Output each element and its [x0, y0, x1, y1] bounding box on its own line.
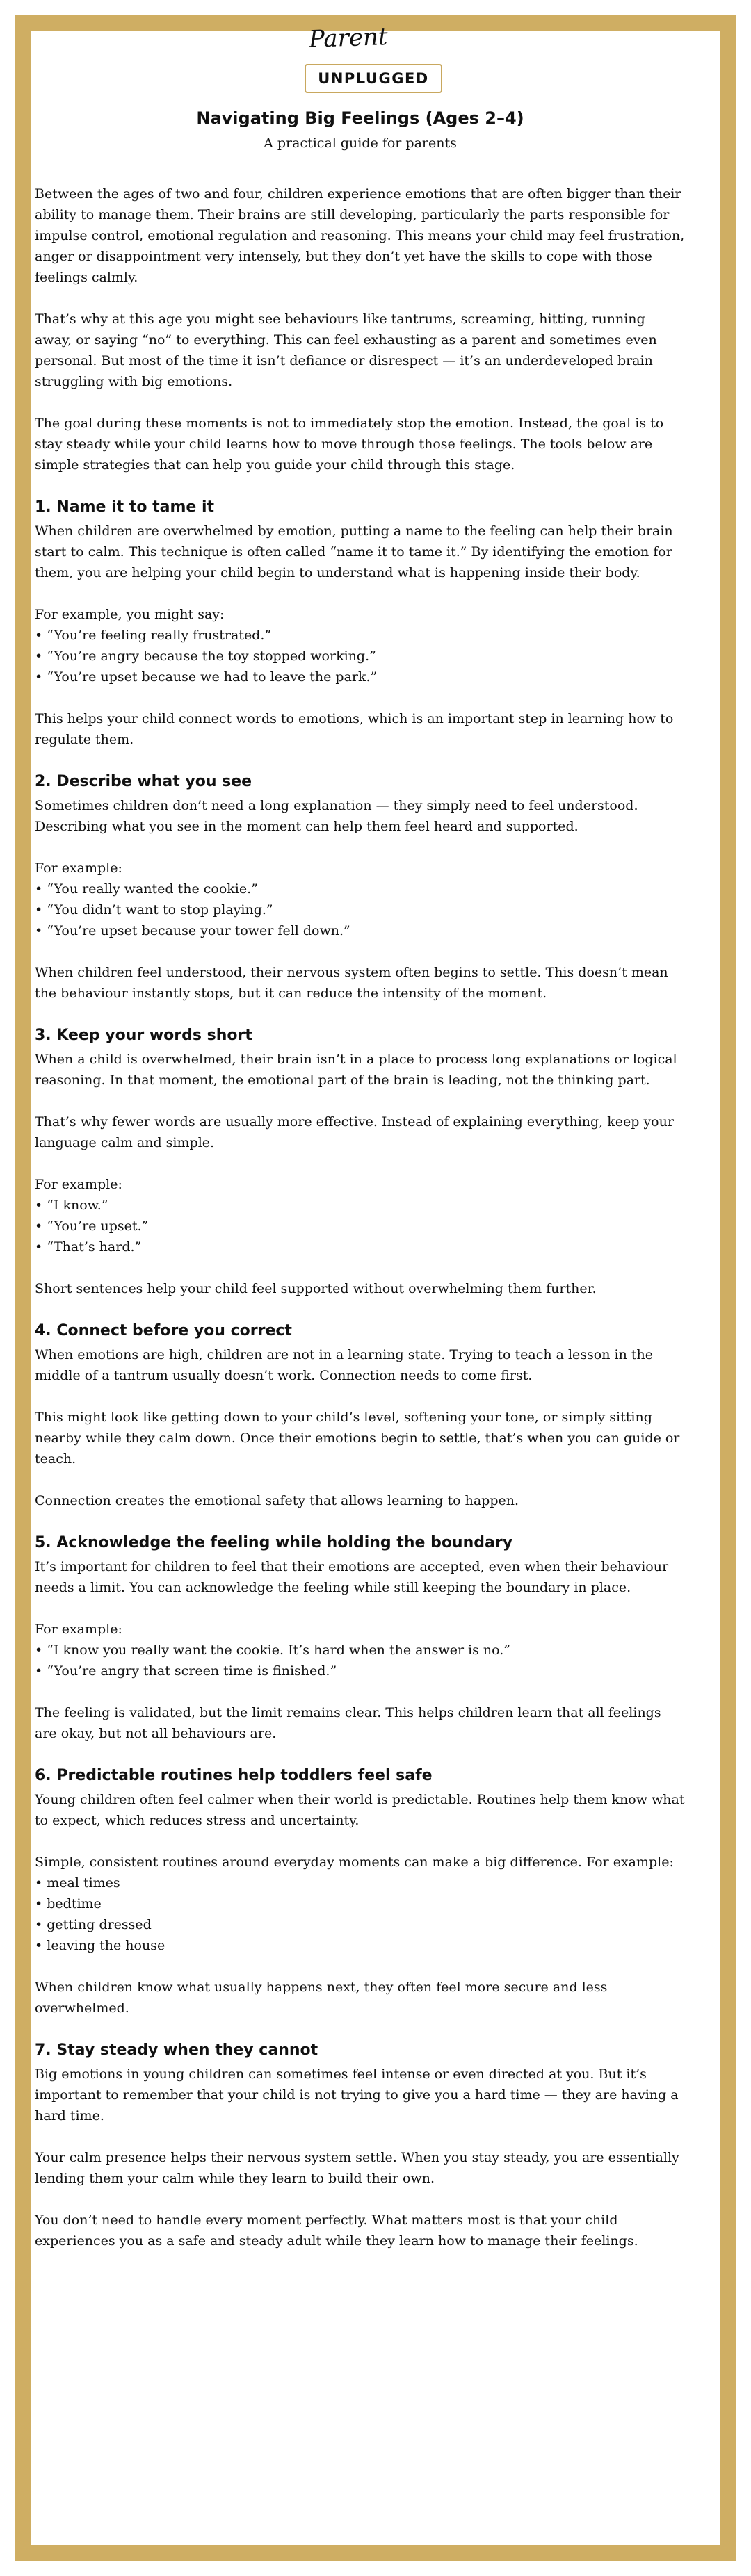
- example-list: [35, 879, 686, 941]
- example-lead: For example:: [35, 861, 122, 876]
- section-paragraph: When children feel understood, their nervous system often begins to settle. This doesn’t mean the behaviour instantly stops, but it can reduce the intensity of the moment.: [35, 965, 668, 1001]
- intro-paragraph: Between the ages of two and four, children experience emotions that are often bigger than their ability to manage them. Their brains are still developing, particularly the parts responsible for impulse control, emotional regulation and reasoning. This means your child may feel frustration, anger or disappointment very intensely, but they don’t yet have the skills to cope with those feelings calmly.: [35, 186, 685, 285]
- list-item: • “You’re feeling really frustrated.”: [35, 625, 686, 646]
- example-lead: For example:: [35, 1177, 122, 1192]
- logo-wordmark: UNPLUGGED: [305, 64, 442, 93]
- list-item: • “You didn’t want to stop playing.”: [35, 899, 686, 920]
- document-body: [35, 23, 686, 2272]
- list-item: • “You’re angry that screen time is finished.”: [35, 1661, 686, 1681]
- list-item: • “You’re angry because the toy stopped working.”: [35, 646, 686, 667]
- example-list: [35, 625, 686, 687]
- section-paragraph: You don’t need to handle every moment perfectly. What matters most is that your child experiences you as a safe and steady adult while they learn how to manage their feelings.: [35, 2212, 638, 2249]
- list-item: • “That’s hard.”: [35, 1237, 686, 1257]
- example-lead: For example:: [35, 1622, 122, 1637]
- section-routines: [35, 1765, 686, 2019]
- section-paragraph: Your calm presence helps their nervous system settle. When you stay steady, you are essentially lending them your calm while they learn to build their own.: [35, 2150, 679, 2186]
- section-paragraph: When emotions are high, children are not in a learning state. Trying to teach a lesson in the middle of a tantrum usually doesn’t work. Connection needs to come first.: [35, 1347, 653, 1383]
- list-item: • meal times: [35, 1873, 686, 1893]
- section-heading: 7. Stay steady when they cannot: [35, 2041, 318, 2059]
- section-paragraph: Connection creates the emotional safety that allows learning to happen.: [35, 1493, 519, 1508]
- section-paragraph: It’s important for children to feel that their emotions are accepted, even when their behaviour needs a limit. You can acknowledge the feeling while still keeping the boundary in place.: [35, 1559, 669, 1595]
- section-paragraph: This helps your child connect words to emotions, which is an important step in learning how to regulate them.: [35, 711, 674, 747]
- example-lead: Simple, consistent routines around everyday moments can make a big difference. For example:: [35, 1854, 674, 1870]
- intro-paragraph: That’s why at this age you might see behaviours like tantrums, screaming, hitting, running away, or saying “no” to everything. This can feel exhausting as a parent and sometimes even personal. But most of the time it isn’t defiance or disrespect — it’s an underdeveloped brain struggling with big emotions.: [35, 311, 657, 389]
- section-short-words: [35, 1025, 686, 1299]
- example-list: [35, 1195, 686, 1257]
- list-item: • getting dressed: [35, 1914, 686, 1935]
- list-item: • “You’re upset because we had to leave the park.”: [35, 667, 686, 687]
- section-stay-steady: [35, 2039, 686, 2251]
- section-heading: 4. Connect before you correct: [35, 1322, 292, 1339]
- intro-paragraph: The goal during these moments is not to immediately stop the emotion. Instead, the goal is to stay steady while your child learns how to move through those feelings. The tools below are simple strategies that can help you guide your child through this stage.: [35, 416, 664, 473]
- example-lead: For example, you might say:: [35, 607, 225, 622]
- section-paragraph: This might look like getting down to your child’s level, softening your tone, or simply sitting nearby while they calm down. Once their emotions begin to settle, that’s when you can guide or teach.: [35, 1410, 680, 1467]
- section-heading: 2. Describe what you see: [35, 773, 252, 790]
- section-name-it: [35, 496, 686, 750]
- section-paragraph: When children know what usually happens next, they often feel more secure and less overwhelmed.: [35, 1980, 608, 2016]
- section-boundary: [35, 1532, 686, 1744]
- section-heading: 1. Name it to tame it: [35, 498, 215, 516]
- section-paragraph: When children are overwhelmed by emotion, putting a name to the feeling can help their brain start to calm. This technique is often called “name it to tame it.” By identifying the emotion for them, you are helping your child begin to understand what is happening inside their body.: [35, 523, 673, 580]
- section-paragraph: Big emotions in young children can sometimes feel intense or even directed at you. But it’s important to remember that your child is not trying to give you a hard time — they are having a hard time.: [35, 2066, 679, 2123]
- section-paragraph: That’s why fewer words are usually more effective. Instead of explaining everything, keep your language calm and simple.: [35, 1114, 674, 1150]
- example-list: [35, 1640, 686, 1681]
- section-paragraph: Short sentences help your child feel supported without overwhelming them further.: [35, 1281, 597, 1296]
- list-item: • “You’re upset.”: [35, 1216, 686, 1237]
- section-connect: [35, 1320, 686, 1511]
- section-paragraph: When a child is overwhelmed, their brain isn’t in a place to process long explanations or logical reasoning. In that moment, the emotional part of the brain is leading, not the thinking part.: [35, 1052, 677, 1088]
- page-title: Navigating Big Feelings (Ages 2–4): [196, 108, 524, 128]
- section-heading: 3. Keep your words short: [35, 1027, 252, 1044]
- list-item: • “You’re upset because your tower fell down.”: [35, 920, 686, 941]
- example-list: [35, 1873, 686, 1956]
- list-item: • “You really wanted the cookie.”: [35, 879, 686, 899]
- section-heading: 6. Predictable routines help toddlers feel safe: [35, 1767, 433, 1784]
- page-subtitle: A practical guide for parents: [264, 136, 457, 151]
- list-item: • “I know.”: [35, 1195, 686, 1216]
- brand-logo: [270, 23, 451, 106]
- list-item: • “I know you really want the cookie. It’s hard when the answer is no.”: [35, 1640, 686, 1661]
- section-paragraph: Young children often feel calmer when their world is predictable. Routines help them know what to expect, which reduces stress and uncertainty.: [35, 1792, 685, 1828]
- list-item: • leaving the house: [35, 1935, 686, 1956]
- logo-script-text: Parent: [308, 23, 389, 54]
- section-heading: 5. Acknowledge the feeling while holding the boundary: [35, 1534, 513, 1551]
- section-paragraph: The feeling is validated, but the limit remains clear. This helps children learn that all feelings are okay, but not all behaviours are.: [35, 1705, 661, 1741]
- section-describe: [35, 771, 686, 1004]
- list-item: • bedtime: [35, 1893, 686, 1914]
- section-paragraph: Sometimes children don’t need a long explanation — they simply need to feel understood. Describing what you see in the moment can help them feel heard and supported.: [35, 798, 638, 834]
